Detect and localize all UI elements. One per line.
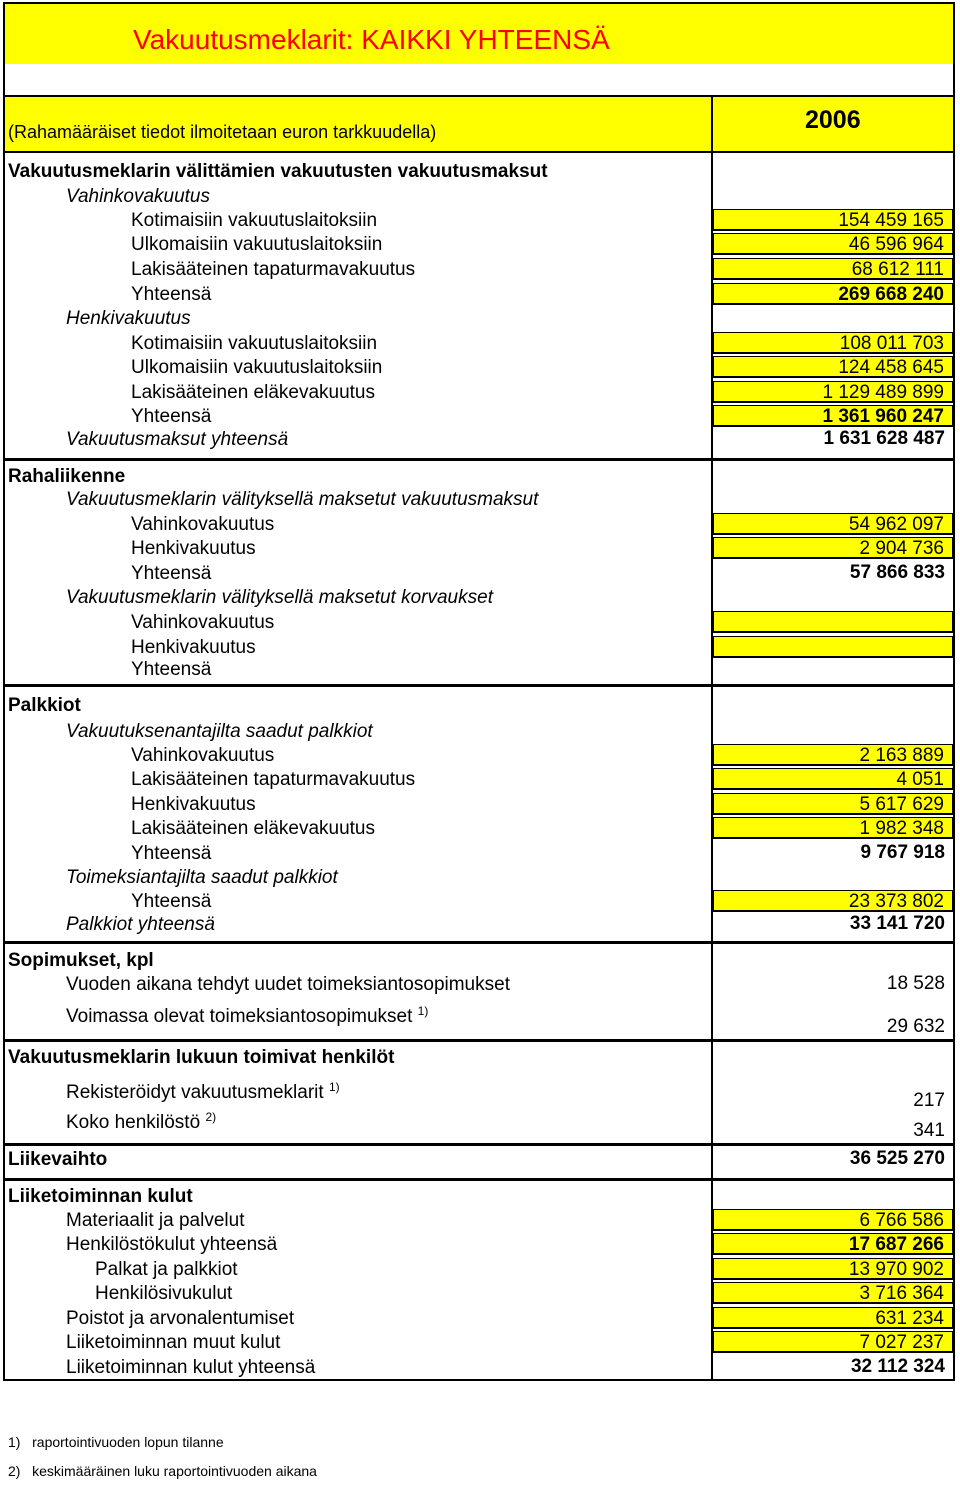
row-label-text: Palkat ja palkkiot [95,1259,238,1280]
footnote-ref: 1) [328,1080,340,1094]
row-label-text: Lakisääteinen eläkevakuutus [131,382,376,403]
footnote-text: raportointivuoden lopun tilanne [32,1434,224,1450]
value-text: 5 617 629 [859,794,944,815]
value-text: 54 962 097 [848,514,944,535]
row-label-text: Voimassa olevat toimeksiantosopimukset [66,1006,413,1027]
value-text: 631 234 [875,1308,944,1329]
value-text: 68 612 111 [851,259,944,280]
row-label-text: Sopimukset, kpl [8,950,154,971]
page-title: Vakuutusmeklarit: KAIKKI YHTEENSÄ [133,24,610,55]
value-text: 1 361 960 247 [822,406,944,427]
row-label-text: Vahinkovakuutus [66,186,211,207]
row-label-text: Lakisääteinen tapaturmavakuutus [131,769,416,790]
value-text: 1 631 628 487 [823,428,945,449]
value-text: 17 687 266 [848,1234,944,1255]
value-text: 269 668 240 [838,284,944,305]
value-text: 108 011 703 [839,333,944,354]
value-text: 2 163 889 [859,745,944,766]
footnote-text: keskimääräinen luku raportointivuoden aikana [32,1463,317,1479]
value-text: 57 866 833 [849,562,945,583]
row-label-text: Yhteensä [131,659,212,680]
row-label-text: Yhteensä [131,284,212,305]
row-label-text: Liiketoiminnan kulut yhteensä [66,1357,316,1378]
value-text: 1 982 348 [859,818,944,839]
row-label-text: Kotimaisiin vakuutuslaitoksiin [131,210,378,231]
footnote-ref: 1) [417,1004,429,1018]
row-label-text: Vuoden aikana tehdyt uudet toimeksiantosopimukset [66,974,510,995]
row-label-text: Liiketoiminnan muut kulut [66,1332,281,1353]
value-text: 154 459 165 [838,210,944,231]
value-text: 36 525 270 [849,1148,945,1169]
value-text: 13 970 902 [848,1259,944,1280]
value-text: 32 112 324 [850,1356,945,1377]
row-label-text: Vakuutusmeklarin välityksellä maksetut vakuutusmaksut [66,489,539,510]
row-label-text: Materiaalit ja palvelut [66,1210,245,1231]
row-label-text: Koko henkilöstö [66,1112,201,1133]
footnote-1 [8,1434,224,1450]
value-text: 1 129 489 899 [822,382,944,403]
row-label-text: Liiketoiminnan kulut [8,1186,193,1207]
value-text: 2 904 736 [859,538,944,559]
row-label-text: Henkivakuutus [131,538,256,559]
row-label-text: Palkkiot [8,695,81,716]
row-label-text: Vahinkovakuutus [131,514,275,535]
value-text: 124 458 645 [838,357,944,378]
value-text: 46 596 964 [848,234,944,255]
row-label-text: Palkkiot yhteensä [66,914,215,935]
value-text: 6 766 586 [859,1210,944,1231]
row-label-text: Yhteensä [131,843,212,864]
row-label-text: Henkivakuutus [131,637,256,658]
value-text: 7 027 237 [859,1332,944,1353]
row-label-text: Henkilösivukulut [95,1283,233,1304]
row-label-text: Vakuutusmeklarin välittämien vakuutusten vakuutusmaksut [8,161,548,182]
row-label-text: Henkivakuutus [66,308,191,329]
row-label-text: Lakisääteinen tapaturmavakuutus [131,259,416,280]
value-text: 3 716 364 [859,1283,944,1304]
footnote-2 [8,1463,317,1479]
row-label-text: Toimeksiantajilta saadut palkkiot [66,867,338,888]
value-text: 217 [913,1090,945,1111]
year-header: 2006 [805,106,861,134]
footnote-marker: 1) [8,1434,21,1450]
footnote-ref: 2) [205,1110,217,1124]
row-label-text: Ulkomaisiin vakuutuslaitoksiin [131,357,383,378]
value-text: 18 528 [886,973,945,994]
value-text: 4 051 [896,769,944,790]
row-label-text: Rekisteröidyt vakuutusmeklarit [66,1082,324,1103]
row-label-text: Henkivakuutus [131,794,256,815]
row-label-text: Yhteensä [131,891,212,912]
value-text: 9 767 918 [860,842,945,863]
page-frame [3,2,955,1381]
row-label-text: Ulkomaisiin vakuutuslaitoksiin [131,234,383,255]
row-label-text: Vahinkovakuutus [131,612,275,633]
row-label-text: Lakisääteinen eläkevakuutus [131,818,376,839]
value-text: 341 [913,1120,945,1141]
row-label-text: Vakuutusmaksut yhteensä [66,429,289,450]
value-text: 33 141 720 [849,913,945,934]
row-label-text: Kotimaisiin vakuutuslaitoksiin [131,333,378,354]
row-label-text: Liikevaihto [8,1149,108,1170]
row-label-text: Poistot ja arvonalentumiset [66,1308,295,1329]
footnote-marker: 2) [8,1463,21,1479]
row-label-text: Vakuutusmeklarin lukuun toimivat henkilöt [8,1047,395,1068]
row-label-text: Vakuutuksenantajilta saadut palkkiot [66,721,373,742]
subtitle: (Rahamääräiset tiedot ilmoitetaan euron tarkkuudella) [8,122,437,142]
value-text: 23 373 802 [848,891,944,912]
row-label-text: Vahinkovakuutus [131,745,275,766]
value-text: 29 632 [886,1016,945,1037]
row-label-text: Yhteensä [131,563,212,584]
row-label-text: Yhteensä [131,406,212,427]
row-label-text: Rahaliikenne [8,466,126,487]
row-label-text: Vakuutusmeklarin välityksellä maksetut korvaukset [66,587,493,608]
row-label-text: Henkilöstökulut yhteensä [66,1234,278,1255]
